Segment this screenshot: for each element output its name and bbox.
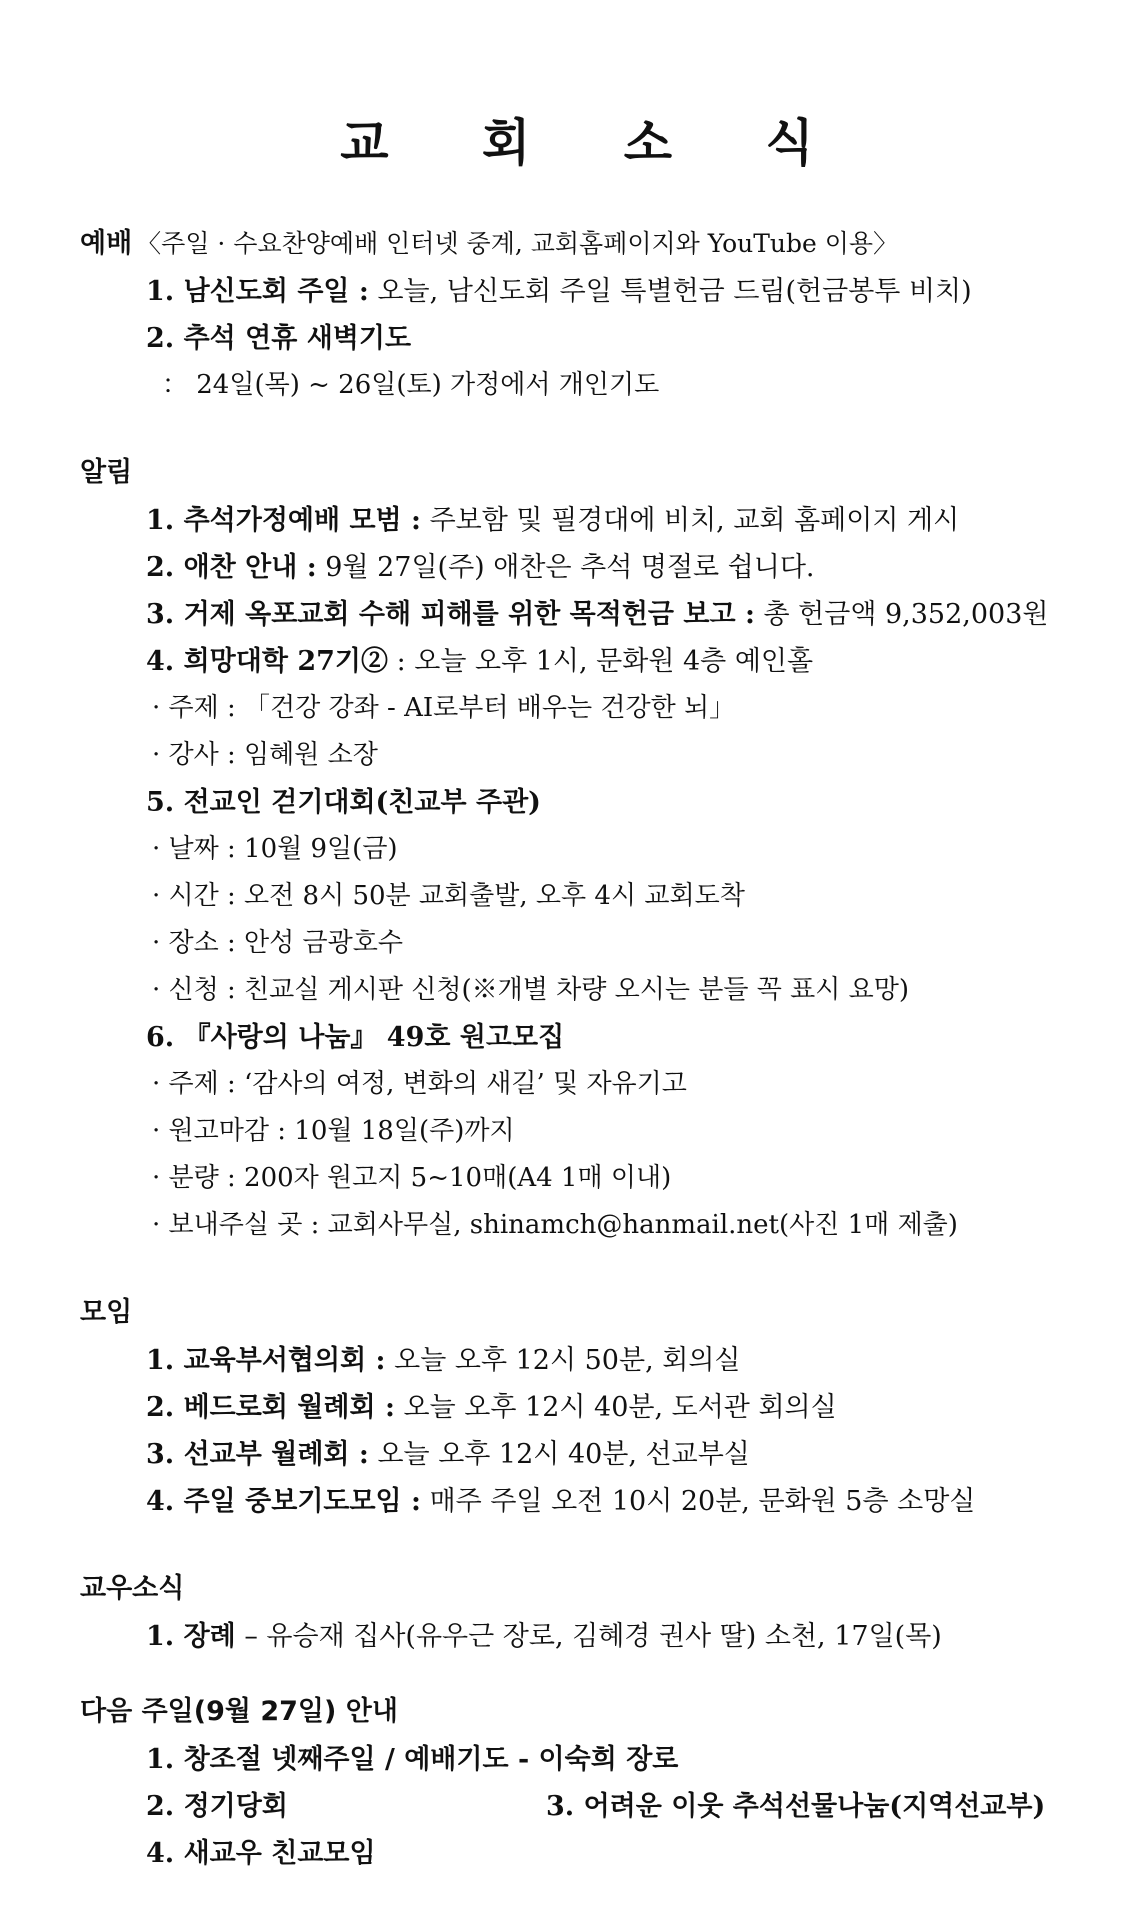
list-item: 2. 정기당회 [146,1791,288,1822]
section-note: 〈주일 · 수요찬양예배 인터넷 중계, 교회홈페이지와 YouTube 이용〉 [136,229,899,258]
list-item [80,497,1074,544]
list-item-row [80,1783,1074,1830]
item-continuation: ： 24일(목) ~ 26일(토) 가정에서 개인기도 [162,370,660,400]
section-header [80,1688,1074,1736]
item-label: 5. 전교인 걷기대회(친교부 주관) [146,787,541,818]
item-text: – 유승재 집사(유우근 장로, 김혜경 권사 딸) 소천, 17일(목) [235,1621,942,1652]
item-label: 1. 교육부서협의회 : [146,1345,386,1376]
item-label: 4. 주일 중보기도모임 : [146,1486,422,1517]
item-text: 오늘, 남신도회 주일 특별헌금 드림(헌금봉투 비치) [368,276,972,307]
item-text: 주보함 및 필경대에 비치, 교회 홈페이지 게시 [421,505,960,536]
list-item: 4. 새교우 친교모임 [146,1838,376,1869]
sub-item: · 장소 : 안성 금광호수 [152,928,404,958]
section-title: 다음 주일(9월 27일) 안내 [80,1696,398,1727]
item-text: 9월 27일(주) 애찬은 추석 명절로 쉽니다. [316,552,815,583]
sub-item: · 주제 : ‘감사의 여정, 변화의 새길’ 및 자유기고 [152,1069,687,1099]
list-item [80,1431,1074,1478]
item-text: : 오늘 오후 1시, 문화원 4층 예인홀 [387,646,814,677]
list-item [80,1014,1074,1061]
list-item [80,638,1074,685]
section-header [80,1289,1074,1337]
item-label: 3. 거제 옥포교회 수해 피해를 위한 목적헌금 보고 : [146,599,755,630]
list-item [80,591,1074,638]
section-members [80,1565,1074,1660]
item-text: 매주 주일 오전 10시 20분, 문화원 5층 소망실 [421,1486,976,1517]
section-header [80,220,1074,268]
list-item: 3. 어려운 이웃 추석선물나눔(지역선교부) [546,1791,1046,1822]
item-text: 오늘 오후 12시 40분, 도서관 회의실 [394,1392,837,1423]
list-item: 1. 창조절 넷째주일 / 예배기도 - 이숙희 장로 [146,1744,679,1775]
page-title: 교 회 소 식 [340,114,852,172]
section-notice [80,449,1074,1249]
item-text: 오늘 오후 12시 50분, 회의실 [385,1345,741,1376]
item-label: 1. 남신도회 주일 : [146,276,369,307]
sub-item: · 신청 : 친교실 게시판 신청(※개별 차량 오시는 분들 꼭 표시 요망) [152,975,910,1005]
section-worship [80,220,1074,409]
section-title: 교우소식 [80,1573,185,1604]
section-title: 예배 [80,228,133,259]
sub-item: · 분량 : 200자 원고지 5~10매(A4 1매 이내) [152,1163,672,1193]
item-label: 2. 베드로회 월례회 : [146,1392,395,1423]
section-meeting [80,1289,1074,1525]
item-text: 총 헌금액 9,352,003원 [754,599,1049,630]
sub-item: · 주제 : 「건강 강좌 - AI로부터 배우는 건강한 뇌」 [152,693,736,723]
list-item [80,1478,1074,1525]
section-header [80,449,1074,497]
list-item [80,268,1074,315]
sub-item: · 날짜 : 10월 9일(금) [152,834,398,864]
sub-item: · 강사 : 임혜원 소장 [152,740,378,770]
sub-item: · 원고마감 : 10월 18일(주)까지 [152,1116,515,1146]
list-item [80,315,1074,362]
list-item [80,1384,1074,1431]
item-label: 1. 장례 [146,1621,236,1652]
item-label: 4. 희망대학 27기② [146,646,388,677]
section-title: 모임 [80,1297,133,1328]
sub-item: · 시간 : 오전 8시 50분 교회출발, 오후 4시 교회도착 [152,881,745,911]
list-item [80,1613,1074,1660]
item-label: 2. 추석 연휴 새벽기도 [146,323,412,354]
item-text: 오늘 오후 12시 40분, 선교부실 [368,1439,750,1470]
item-label: 2. 애찬 안내 : [146,552,317,583]
item-label: 6. 『사랑의 나눔』 49호 원고모집 [146,1022,565,1053]
list-item [80,544,1074,591]
item-label: 3. 선교부 월례회 : [146,1439,369,1470]
list-item [80,1337,1074,1384]
sub-item: · 보내주실 곳 : 교회사무실, shinamch@hanmail.net(사진 1매 제출) [152,1210,958,1240]
item-label: 1. 추석가정예배 모범 : [146,505,422,536]
section-title: 알림 [80,457,133,488]
section-header [80,1565,1074,1613]
list-item [80,779,1074,826]
section-next-week [80,1688,1074,1877]
